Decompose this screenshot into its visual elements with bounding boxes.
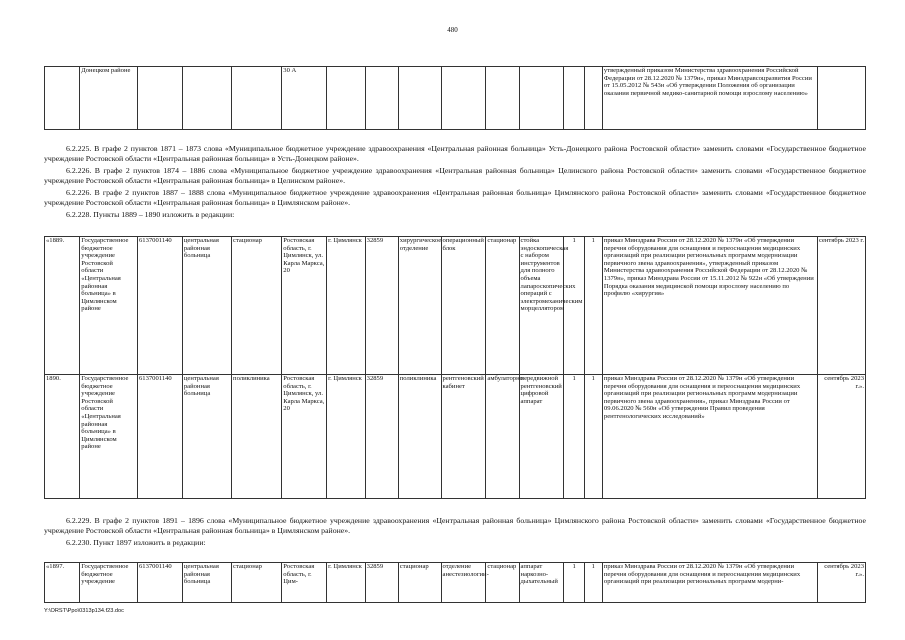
table-row	[45, 237, 866, 375]
cell-code: 6137001140	[137, 375, 182, 499]
footer-file-path: Y:\ORST\Ppo\0313p134.f23.doc	[44, 608, 124, 614]
page-number: 480	[447, 26, 458, 34]
paragraph: 6.2.230. Пункт 1897 изложить в редакции:	[66, 538, 206, 547]
cell-date: сентябрь 2023 г.».	[817, 563, 865, 603]
table-row	[45, 375, 866, 499]
cell-basis: приказ Минздрава России от 28.12.2020 № 1379н «Об утверждении перечня оборудования для оснащения и переоснащения медицинских организаций при реализации региональных программ модернизации первичного звена здравоохранения», приказ Минздрава России от 09.06.2020 № 560н «Об утверждении Правил проведения рентгенологических исследований»	[602, 375, 817, 499]
top-table	[44, 66, 866, 130]
cell-qty: 1	[564, 563, 584, 603]
cell-qty: 1	[564, 375, 584, 499]
table-row	[45, 67, 866, 130]
cell-code: 6137001140	[137, 237, 182, 375]
cell-org: Донецком районе	[80, 67, 138, 130]
cell-mode: амбулаторно	[486, 375, 519, 499]
cell-unit: операционный блок	[441, 237, 486, 375]
cell-mode: стационар	[486, 563, 519, 603]
cell-code: 6137001140	[137, 563, 182, 603]
cell-dept: поликлиника	[398, 375, 441, 499]
cell-qty: 1	[584, 237, 602, 375]
cell-city: г. Цимлянск	[327, 375, 365, 499]
cell-org: Государственное бюджетное учреждение Ростовской области «Центральная районная больница» в Цимлянском районе	[80, 375, 138, 499]
bottom-table	[44, 562, 866, 603]
cell-basis: приказ Минздрава России от 28.12.2020 № 1379н «Об утверждении перечня оборудования для оснащения и переоснащения медицинских организаций при реализации региональных программ модерни-	[602, 563, 817, 603]
cell-equipment: стойка эндоскопическая с набором инструментов для полного объема лапароскопических операций с электромеханическим морцеллятором	[519, 237, 564, 375]
cell-date: сентябрь 2023 г.	[817, 237, 865, 375]
cell-index: 32859	[365, 237, 398, 375]
paragraph: 6.2.225. В графе 2 пунктов 1871 – 1873 слова «Муниципальное бюджетное учреждение здравоохранения «Центральная районная больница» Усть-Донецкого района Ростовской области» заменить словами «Государственное бюджетное учреждение Ростовской области «Центральная районная больница» в Усть-Донецком районе».	[44, 144, 866, 163]
cell-index: 32859	[365, 375, 398, 499]
cell-city: г. Цимлянск	[327, 563, 365, 603]
cell-date: сентябрь 2023 г.».	[817, 375, 865, 499]
cell-address: Ростовская область, г. Цимлянск, ул. Карла Маркса, 20	[282, 237, 327, 375]
cell-org: Государственное бюджетное учреждение Ростовской области «Центральная районная больница» в Цимлянском районе	[80, 237, 138, 375]
cell-index: 32859	[365, 563, 398, 603]
cell-basis: утвержденный приказом Министерства здравоохранения Российской Федерации от 28.12.2020 № 1379н», приказ Минздравсоцразвития России от 15.05.2012 № 543н «Об утверждении Положения об организации оказания первичной медико-санитарной помощи взрослому населению»	[602, 67, 817, 130]
cell-type: центральная районная больница	[182, 375, 231, 499]
row-number: «1889.	[45, 237, 80, 375]
cell-org: Государственное бюджетное учреждение	[80, 563, 138, 603]
cell-equipment: аппарат наркозно-дыхательный	[519, 563, 564, 603]
cell-dept: хирургическое отделение	[398, 237, 441, 375]
cell-equipment: передвижной рентгеновский цифровой аппарат	[519, 375, 564, 499]
main-table	[44, 236, 866, 499]
row-number: «1897.	[45, 563, 80, 603]
cell-address: 30 А	[282, 67, 327, 130]
cell-address: Ростовская область, г. Цимлянск, ул. Карла Маркса, 20	[282, 375, 327, 499]
cell-subtype: стационар	[232, 563, 282, 603]
row-number: 1890.	[45, 375, 80, 499]
cell-address: Ростовская область, г. Цим-	[282, 563, 327, 603]
cell-subtype: стационар	[232, 237, 282, 375]
cell-qty: 1	[564, 237, 584, 375]
table-row	[45, 563, 866, 603]
cell-type: центральная районная больница	[182, 237, 231, 375]
paragraph: 6.2.228. Пункты 1889 – 1890 изложить в редакции:	[66, 210, 235, 219]
cell-mode: стационар	[486, 237, 519, 375]
cell-unit: отделение анестезиологии-	[441, 563, 486, 603]
paragraph: 6.2.226. В графе 2 пунктов 1887 – 1888 слова «Муниципальное бюджетное учреждение здравоохранения «Центральная районная больница» Цимлянского района Ростовской области» заменить словами «Государственное бюджетное учреждение Ростовской области «Центральная районная больница» в Цимлянском районе».	[44, 188, 866, 207]
cell-unit: рентгеновский кабинет	[441, 375, 486, 499]
paragraph: 6.2.226. В графе 2 пунктов 1874 – 1886 слова «Муниципальное бюджетное учреждение здравоохранения «Центральная районная больница» Целинского района Ростовской области» заменить словами «Государственное бюджетное учреждение Ростовской области «Центральная районная больница» в Целинском районе».	[44, 166, 866, 185]
cell-basis: приказ Минздрава России от 28.12.2020 № 1379н «Об утверждении перечня оборудования для оснащения и переоснащения медицинских организаций при реализации региональных программ модернизации первичного звена здравоохранения», утвержденный приказом Министерства здравоохранения Российской Федерации от 28.12.2020 № 1379н», приказ Минздрава России от 15.11.2012 № 922н «Об утверждении Порядка оказания медицинской помощи взрослому населению по профилю «хирургия»	[602, 237, 817, 375]
cell-qty: 1	[584, 563, 602, 603]
cell-qty: 1	[584, 375, 602, 499]
cell-subtype: поликлиника	[232, 375, 282, 499]
cell-dept: стационар	[398, 563, 441, 603]
cell-city: г. Цимлянск	[327, 237, 365, 375]
paragraph: 6.2.229. В графе 2 пунктов 1891 – 1896 слова «Муниципальное бюджетное учреждение здравоохранения «Центральная районная больница» Цимлянского района Ростовской области» заменить словами «Государственное бюджетное учреждение Ростовской области «Центральная районная больница» в Цимлянском районе».	[44, 516, 866, 535]
cell-type: центральная районная больница	[182, 563, 231, 603]
